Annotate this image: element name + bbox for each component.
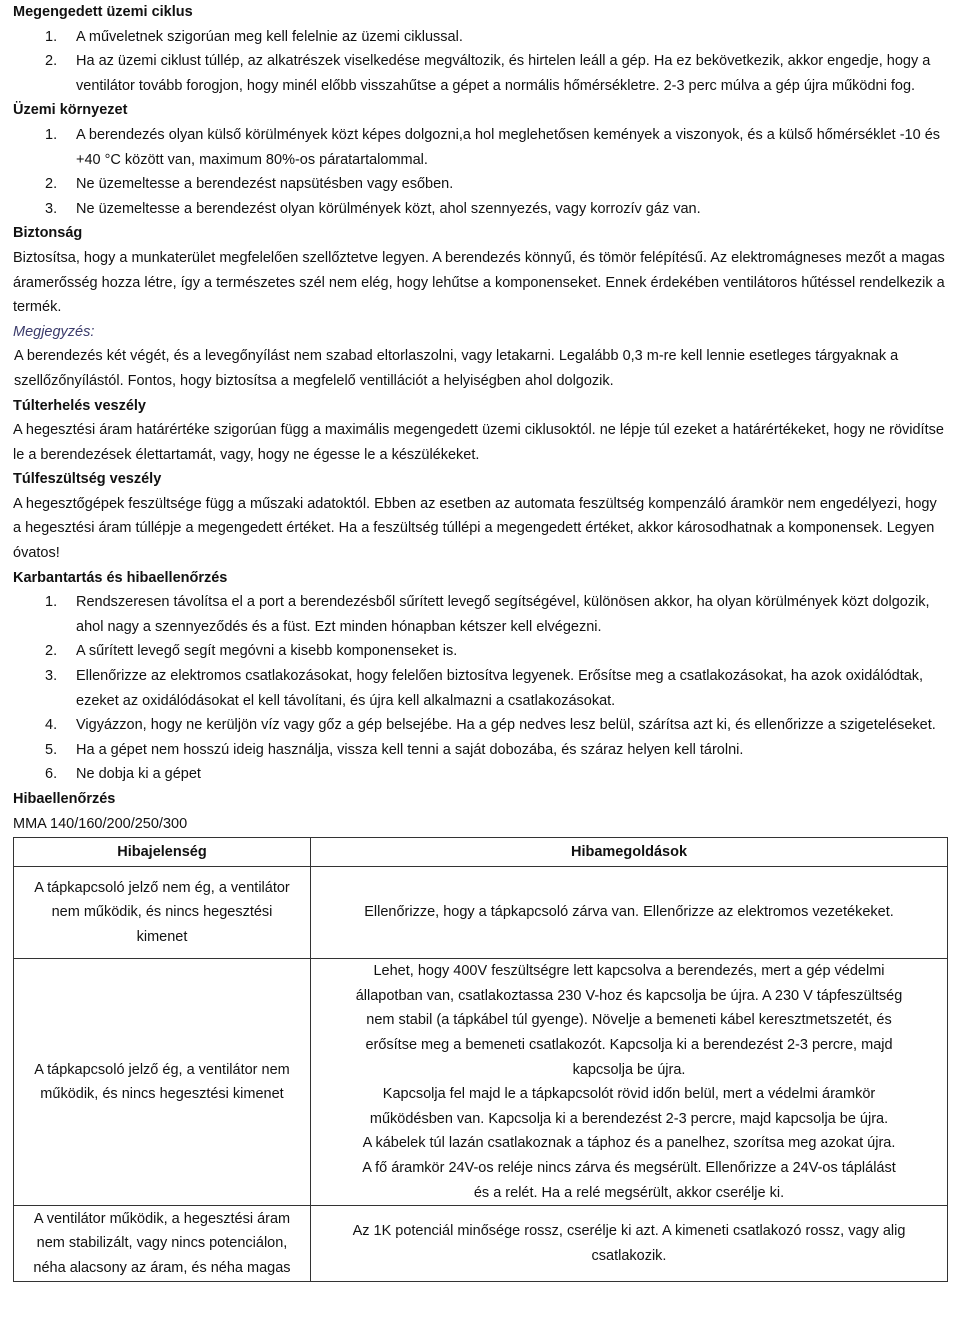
overload-paragraph: A hegesztési áram határértéke szigorúan függ a maximális megengedett üzemi ciklusoktól. ne lépje túl ezeket a határértékeket, hogy ne rövidítse le a berendezések élettartamát, vagy, hogy ne égesse le a készülékeket. — [13, 422, 944, 463]
list-item — [13, 123, 948, 172]
list-text: Ellenőrizze az elektromos csatlakozásokat, hogy felelően biztosítva legyenek. Erősítse meg a csatlakozásokat, ha azok oxidálódtak, ezeket az oxidálódásokat el kell távolítani, és újra kell alkalmazni a csatlakozásokat. — [76, 668, 924, 709]
solution-cell — [311, 867, 948, 959]
cell-line: A kábelek túl lazán csatlakoznak a táphoz és a panelhez, szorítsa meg azokat újra. — [362, 1135, 896, 1152]
cell-line: állapotban van, csatlakoztassa 230 V-hoz és kapcsolja be újra. A 230 V tápfeszültség — [355, 987, 903, 1004]
troubleshooting-heading: Hibaellenőrzés — [13, 791, 116, 807]
list-text: Ne dobja ki a gépet — [76, 766, 201, 783]
list-text: Rendszeresen távolítsa el a port a berendezésből sűrített levegő segítségével, különösen akkor, ha olyan körülmények közt dolgozik, ahol nagy a szennyeződés és a füst. Ezt minden hónapban kétszer kell elvégezni. — [76, 594, 930, 635]
solution-cell — [311, 1206, 948, 1282]
table-row — [14, 959, 948, 1206]
list-number: 3. — [45, 668, 58, 685]
list-text: Ne üzemeltesse a berendezést napsütésben vagy esőben. — [76, 176, 454, 193]
list-number: 2. — [45, 53, 58, 70]
safety-heading: Biztonság — [13, 225, 83, 242]
note-label: Megjegyzés: — [13, 323, 95, 340]
troubleshooting-table — [13, 837, 948, 1282]
cell-line: Kapcsolja fel majd le a tápkapcsolót rövid időn belül, mert a védelmi áramkör — [382, 1086, 876, 1103]
list-item — [13, 664, 948, 713]
environment-list — [13, 123, 948, 221]
overvoltage-heading: Túlfeszültség veszély — [13, 471, 162, 488]
cell-line: A tápkapcsoló jelző ég, a ventilátor nem — [34, 1061, 290, 1078]
symptom-cell — [14, 1206, 311, 1282]
overload-heading: Túlterhelés veszély — [13, 397, 146, 414]
solution-cell — [311, 959, 948, 1206]
cell-line: és a relét. Ha a relé megsérült, akkor cserélje ki. — [473, 1184, 785, 1201]
cell-line: nem stabil (a tápkábel túl gyenge). Növelje a bemeneti kábel keresztmetszetét, és — [366, 1012, 892, 1029]
maintenance-list — [13, 590, 948, 787]
list-text: Ha az üzemi ciklust túllép, az alkatrészek viselkedése megváltozik, és hirtelen leáll a gép. Ha ez bekövetkezik, akkor engedje, hogy a ventilátor tovább forogjon, hogy minél előbb visszahűtse a gépet a normális hőmérsékletre. 2-3 perc múlva a gép újra működni fog. — [76, 53, 931, 94]
list-number: 6. — [45, 766, 58, 783]
list-text: A műveletnek szigorúan meg kell felelnie az üzemi ciklussal. — [76, 28, 463, 45]
cell-line: csatlakozik. — [591, 1247, 667, 1264]
list-text: Vigyázzon, hogy ne kerüljön víz vagy gőz a gép belsejébe. Ha a gép nedves lesz belül, szárítsa azt ki, és ellenőrizze a szigeteléseket. — [76, 717, 936, 734]
cell-line: Lehet, hogy 400V feszültségre lett kapcsolva a berendezés, mert a gép védelmi — [373, 963, 885, 980]
list-number: 3. — [45, 200, 58, 217]
model-list: MMA 140/160/200/250/300 — [13, 815, 188, 832]
list-item — [13, 738, 948, 763]
list-item — [13, 172, 948, 197]
cell-line: A tápkapcsoló jelző nem ég, a ventilátor — [34, 879, 290, 896]
symptom-cell — [14, 959, 311, 1206]
list-number: 2. — [45, 176, 58, 193]
duty-cycle-heading: Megengedett üzemi ciklus — [13, 4, 193, 20]
cell-line: működik, és nincs hegesztési kimenet — [40, 1086, 284, 1103]
symptom-cell — [14, 867, 311, 959]
list-text: A berendezés olyan külső körülmények közt képes dolgozni,a hol meglehetősen kemények a viszonyok, és a külső hőmérséklet -10 és +40 °C között van, maximum 80%-os páratartalommal. — [76, 126, 941, 168]
list-number: 1. — [45, 28, 58, 45]
cell-line: nem stabilizált, vagy nincs potenciálon, — [36, 1235, 288, 1252]
list-item — [13, 590, 948, 639]
list-item — [13, 49, 948, 98]
list-item — [13, 25, 948, 50]
list-number: 1. — [45, 126, 58, 143]
table-row — [14, 867, 948, 959]
cell-line: erősítse meg a bemeneti csatlakozót. Kapcsolja ki a berendezést 2-3 percre, majd — [365, 1036, 893, 1053]
environment-heading: Üzemi környezet — [13, 102, 128, 119]
list-item — [13, 197, 948, 222]
table-row — [14, 1206, 948, 1282]
duty-cycle-list — [13, 25, 948, 99]
cell-line: nem működik, és nincs hegesztési — [51, 904, 273, 921]
list-number: 5. — [45, 741, 58, 758]
list-item — [13, 762, 948, 787]
list-number: 4. — [45, 717, 58, 734]
cell-line: A fő áramkör 24V-os reléje nincs zárva és megsérült. Ellenőrizze a 24V-os táplálást — [362, 1159, 896, 1176]
list-item — [13, 713, 948, 738]
column-header-solution: Hibamegoldások — [311, 838, 948, 867]
cell-line: Az 1K potenciál minősége rossz, cserélje ki azt. A kimeneti csatlakozó rossz, vagy alig — [352, 1223, 906, 1240]
maintenance-heading: Karbantartás és hibaellenőrzés — [13, 569, 228, 586]
cell-line: Ellenőrizze, hogy a tápkapcsoló zárva van. Ellenőrizze az elektromos vezetékeket. — [364, 904, 894, 921]
overvoltage-paragraph: A hegesztőgépek feszültsége függ a műszaki adatoktól. Ebben az esetben az automata feszültség kompenzáló áramkör nem engedélyezi, hogy a hegesztési áram túllépje a megengedett értéket. Ha a feszültség túllépi a megengedett értéket, akkor károsodhatnak a komponensek. Legyen óvatos! — [13, 495, 937, 562]
list-number: 2. — [45, 643, 58, 660]
note-paragraph: A berendezés két végét, és a levegőnyílást nem szabad eltorlaszolni, vagy letakarni. Legalább 0,3 m-re kell lennie esetleges tárgyaknak a szellőzőnyílástól. Fontos, hogy biztosítsa a megfelelő ventillációt a helyiségben ahol dolgozik. — [14, 348, 899, 389]
cell-line: néha alacsony az áram, és néha magas — [33, 1259, 291, 1276]
cell-line: A ventilátor működik, a hegesztési áram — [33, 1210, 291, 1227]
list-text: A sűrített levegő segít megóvni a kisebb komponenseket is. — [76, 643, 458, 660]
safety-paragraph: Biztosítsa, hogy a munkaterület megfelelően szellőztetve legyen. A berendezés könnyű, és tömör felépítésű. Az elektromágneses mezőt a magas áramerősség hozza létre, így a természetes szél nem elég, hogy lehűtse a komponenseket. Ennek érdekében ventilátoros hűtéssel rendelkezik a termék. — [13, 249, 945, 316]
list-text: Ne üzemeltesse a berendezést olyan körülmények közt, ahol szennyezés, vagy korrozív gáz van. — [76, 200, 701, 217]
cell-line: kapcsolja be újra. — [572, 1061, 686, 1078]
list-item — [13, 639, 948, 664]
cell-line: működésben van. Kapcsolja ki a berendezést 2-3 percre, majd kapcsolja be újra. — [369, 1110, 889, 1127]
cell-line: kimenet — [136, 928, 188, 945]
list-number: 1. — [45, 594, 58, 611]
table-header-row — [14, 838, 948, 867]
list-text: Ha a gépet nem hosszú ideig használja, vissza kell tenni a saját dobozába, és száraz helyen kell tárolni. — [76, 741, 744, 758]
column-header-symptom: Hibajelenség — [14, 838, 311, 867]
